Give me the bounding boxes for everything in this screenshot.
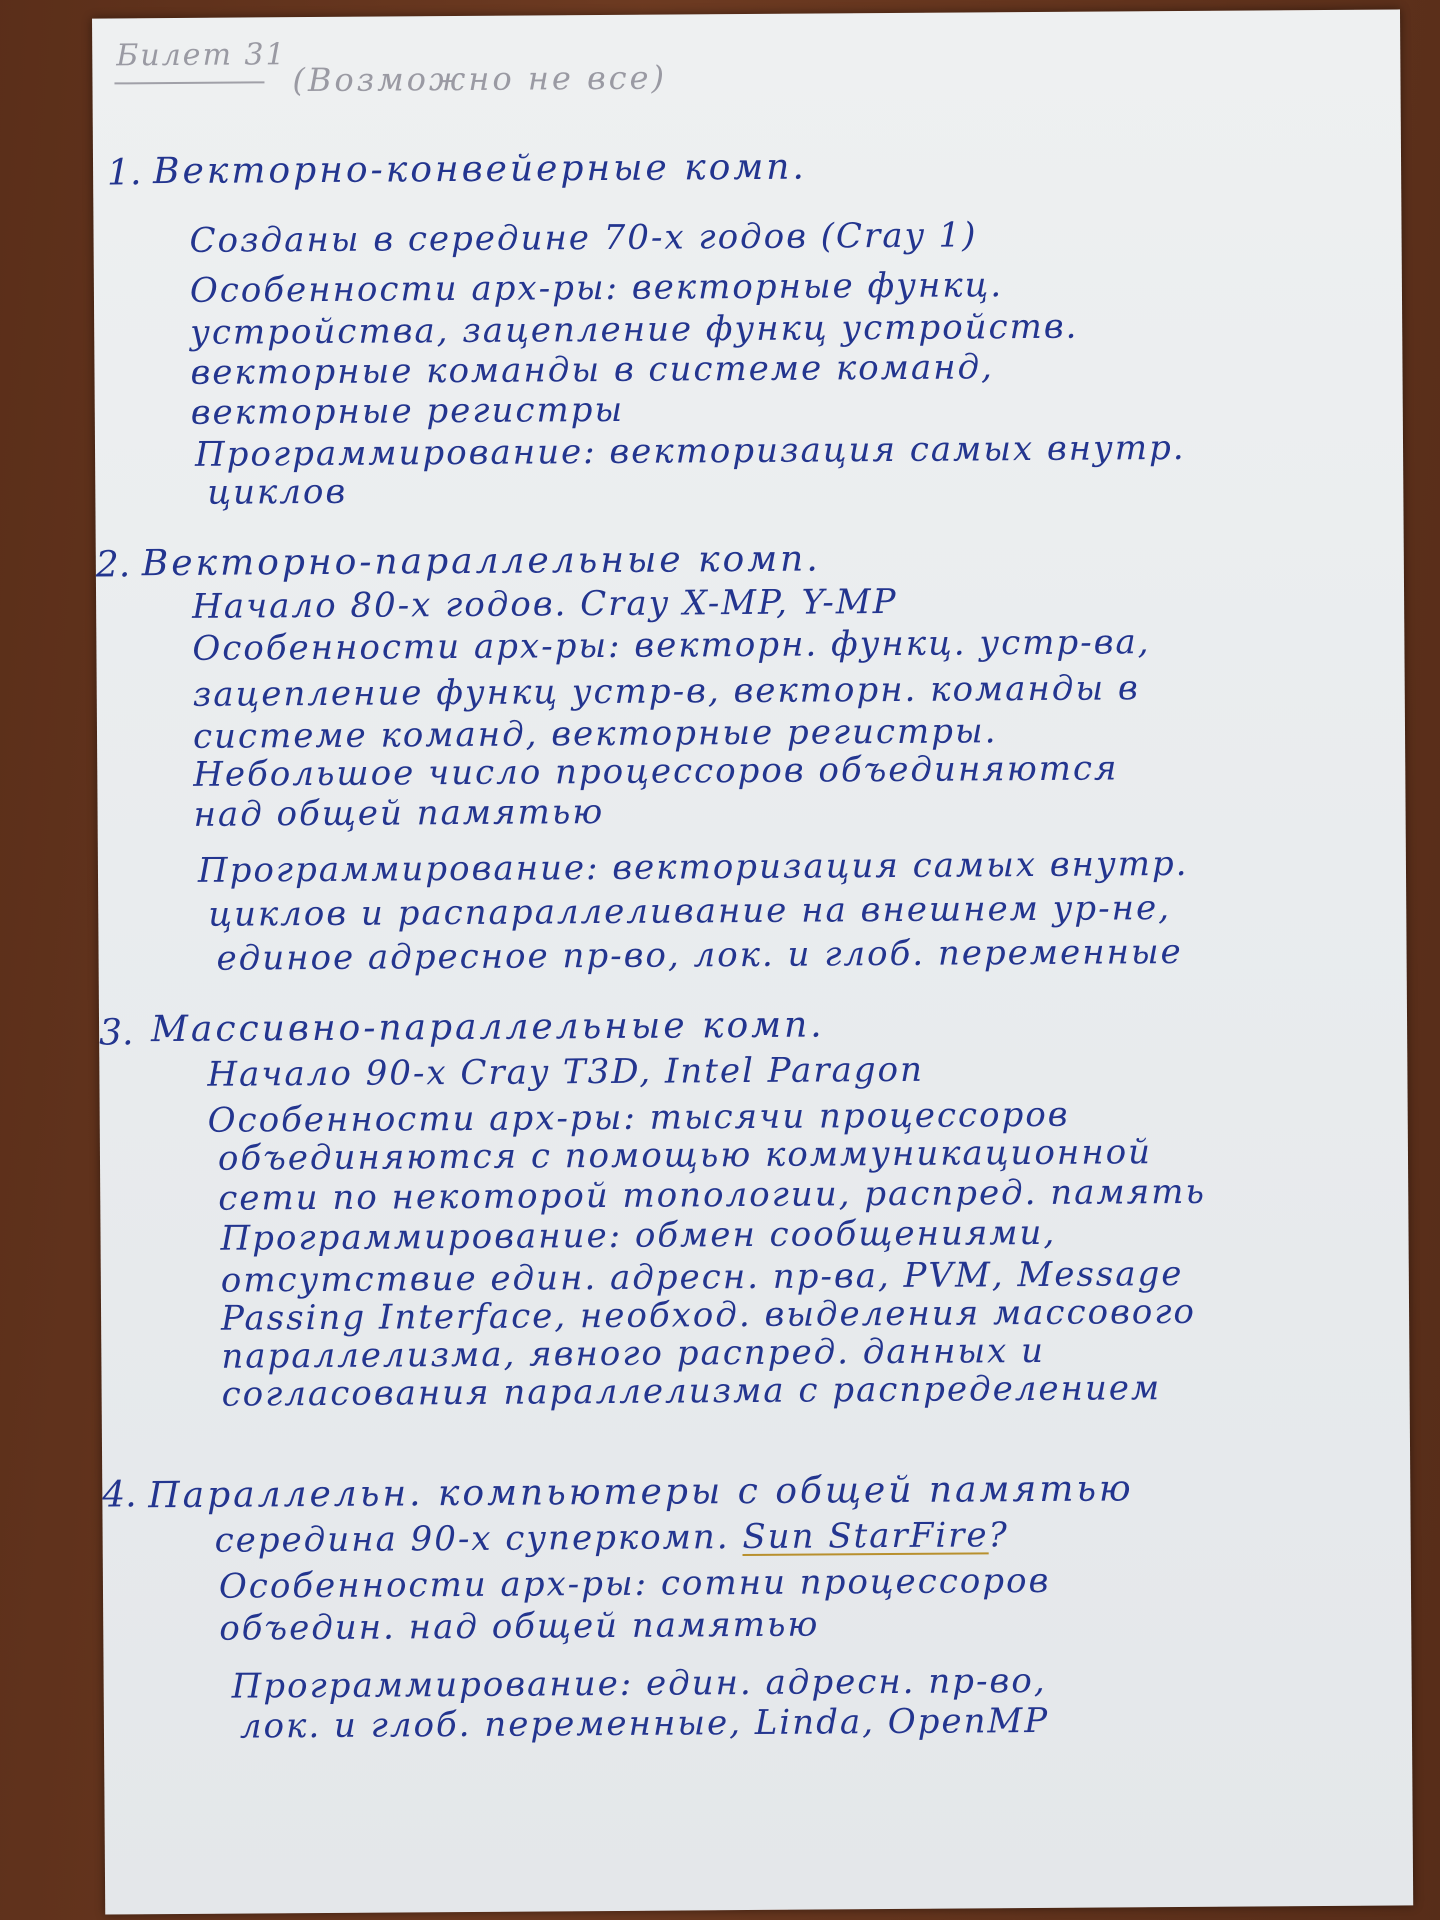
question-mark: ? xyxy=(988,1515,1009,1556)
section-4-line: середина 90-х суперкомп. xyxy=(214,1517,730,1561)
section-4-title: Параллельн. компьютеры с общей памятью xyxy=(148,1468,1134,1517)
section-1-line: векторные регистры xyxy=(190,389,625,433)
section-2-line: Программирование: векторизация самых внутр. xyxy=(197,843,1189,891)
section-1-line: Программирование: векторизация самых внутр. xyxy=(194,427,1186,475)
section-2-line: зацепление функц устр-в, векторн. команды в xyxy=(192,668,1140,715)
section-2-line: Небольшое число процессоров объединяются xyxy=(193,748,1119,795)
section-3-line: Начало 90-х Cray T3D, Intel Paragon xyxy=(207,1049,925,1095)
ticket-label: Билет 31 xyxy=(116,37,287,74)
section-4-line: лок. и глоб. переменные, Linda, OpenMP xyxy=(239,1700,1050,1747)
paper-sheet xyxy=(92,9,1413,1914)
section-3-line: параллелизма, явного распред. данных и xyxy=(221,1330,1046,1377)
section-1-line: циклов xyxy=(207,471,348,513)
section-2-line: над общей памятью xyxy=(193,792,605,835)
section-1-title: Векторно-конвейерные комп. xyxy=(152,146,807,193)
section-3-line: Программирование: обмен сообщениями, xyxy=(220,1212,1057,1259)
section-2-line: системе команд, векторные регистры. xyxy=(192,711,998,757)
section-4-line: Особенности арх-ры: сотни процессоров xyxy=(218,1560,1051,1607)
section-2-line: Начало 80-х годов. Cray X-MP, Y-MP xyxy=(191,581,898,627)
section-1-line: Созданы в середине 70-х годов (Cray 1) xyxy=(189,215,978,261)
highlighted-name: Sun StarFire xyxy=(742,1515,989,1558)
section-1-line: векторные команды в системе команд, xyxy=(190,347,995,393)
section-1-line: устройства, зацепление функц устройств. xyxy=(190,306,1079,353)
section-4-line-first xyxy=(214,1515,1009,1561)
section-3-number: 3. xyxy=(98,1012,134,1054)
section-3-line: объединяются с помощью коммуникационной xyxy=(217,1132,1153,1179)
section-3-line: Особенности арх-ры: тысячи процессоров xyxy=(207,1094,1070,1141)
section-2-line: циклов и распараллеливание на внешнем ур-не, xyxy=(208,888,1172,935)
section-2-line: Особенности арх-ры: векторн. функц. устр-ва, xyxy=(192,622,1151,669)
section-1-line: Особенности арх-ры: векторные функц. xyxy=(189,265,1004,311)
section-4-line: Программирование: един. адресн. пр-во, xyxy=(231,1660,1047,1707)
section-2-number: 2. xyxy=(95,544,131,586)
section-2-title: Векторно-параллельные комп. xyxy=(141,538,821,585)
section-4-number: 4. xyxy=(102,1474,137,1516)
section-3-line: согласования параллелизма с распределением xyxy=(221,1368,1162,1415)
section-3-title: Массивно-параллельные комп. xyxy=(150,1004,825,1051)
section-3-line: сети по некоторой топологии, распред. память xyxy=(218,1171,1207,1219)
section-1-number: 1. xyxy=(106,152,142,194)
section-3-line: Passing Interface, необход. выделения массового xyxy=(220,1291,1197,1339)
section-2-line: единое адресное пр-во, лок. и глоб. переменные xyxy=(216,931,1183,979)
ticket-underline xyxy=(114,81,264,84)
header-note: (Возможно не все) xyxy=(292,58,668,100)
section-3-line: отсутствие един. адресн. пр-ва, PVM, Message xyxy=(220,1253,1184,1301)
section-4-line: объедин. над общей памятью xyxy=(219,1604,820,1649)
